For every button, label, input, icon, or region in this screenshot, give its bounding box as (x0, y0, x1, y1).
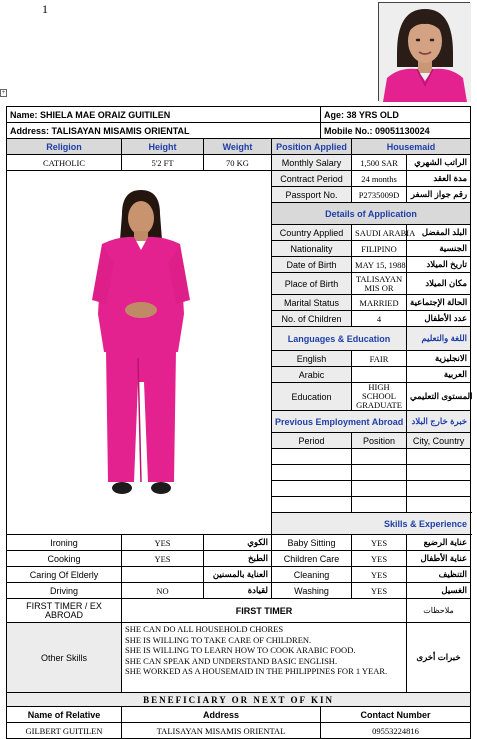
languages-title: Languages & Education (272, 327, 407, 351)
name-value: SHIELA MAE ORAIZ GUITILEN (40, 109, 171, 120)
language-arabic: العربية (407, 367, 471, 383)
beneficiary-col-address: Address (122, 707, 321, 723)
full-body-photo (7, 171, 272, 535)
contract-value: 24 months (352, 171, 407, 187)
details-arabic: عدد الأطفال (407, 311, 471, 327)
details-label: Date of Birth (272, 257, 352, 273)
weight-value: 70 KG (204, 155, 272, 171)
employment-empty-cell (352, 449, 407, 465)
address-label: Address: (10, 125, 50, 136)
contract-label: Passport No. (272, 187, 352, 203)
skill-label: Cooking (7, 551, 122, 567)
address-cell (7, 123, 321, 139)
skill-value (122, 567, 204, 583)
employment-empty-cell (352, 481, 407, 497)
employment-empty-cell (407, 465, 471, 481)
skill-arabic: عناية الأطفال (407, 551, 471, 567)
table-move-handle[interactable]: + (1, 90, 6, 96)
name-label: Name: (10, 109, 38, 120)
details-arabic: مكان الميلاد (407, 273, 471, 295)
employment-empty-cell (407, 497, 471, 513)
details-value: 4 (352, 311, 407, 327)
language-label: English (272, 351, 352, 367)
education-label: Education (272, 383, 352, 411)
employment-empty-cell (272, 497, 352, 513)
skill-label: Children Care (272, 551, 352, 567)
portrait-photo (378, 2, 470, 101)
skill-value: YES (352, 567, 407, 583)
mobile-value: 09051130024 (375, 125, 430, 136)
skill-arabic: التنظيف (407, 567, 471, 583)
details-label: Country Applied (272, 225, 352, 241)
skill-arabic: العناية بالمسنين (204, 567, 272, 583)
first-timer-label: FIRST TIMER / EX ABROAD (7, 599, 122, 623)
details-value: MARRIED (352, 295, 407, 311)
skill-value: YES (352, 551, 407, 567)
mobile-cell (321, 123, 471, 139)
details-value: FILIPINO (352, 241, 407, 257)
skill-label: Caring Of Elderly (7, 567, 122, 583)
contract-label: Monthly Salary (272, 155, 352, 171)
details-arabic: تاريخ الميلاد (407, 257, 471, 273)
skill-label: Driving (7, 583, 122, 599)
employment-empty-cell (272, 465, 352, 481)
skill-value: YES (352, 583, 407, 599)
first-timer-value: FIRST TIMER (122, 599, 407, 623)
details-label: Nationality (272, 241, 352, 257)
height-label: Height (122, 139, 204, 155)
address-value: TALISAYAN MISAMIS ORIENTAL (51, 125, 190, 136)
contract-label: Contract Period (272, 171, 352, 187)
skill-label: Ironing (7, 535, 122, 551)
language-value: FAIR (352, 351, 407, 367)
employment-empty-cell (407, 481, 471, 497)
other-skills-label: Other Skills (7, 623, 122, 693)
skill-arabic: لقيادة (204, 583, 272, 599)
mobile-label: Mobile No.: (324, 125, 373, 136)
religion-label: Religion (7, 139, 122, 155)
position-label: Position Applied (272, 139, 352, 155)
employment-empty-cell (272, 449, 352, 465)
details-value: SAUDI ARABIA (352, 225, 407, 241)
details-label: Marital Status (272, 295, 352, 311)
first-timer-arabic: ملاحظات (407, 599, 471, 623)
beneficiary-col-name: Name of Relative (7, 707, 122, 723)
employment-empty-cell (352, 497, 407, 513)
skill-label: Cleaning (272, 567, 352, 583)
age-cell (321, 107, 471, 123)
beneficiary-contact: 09553224816 (321, 723, 471, 739)
details-label: No. of Children (272, 311, 352, 327)
other-skills-arabic: خبرات أخرى (407, 623, 471, 693)
education-arabic: المستوى التعليمي (407, 383, 471, 411)
skill-value: NO (122, 583, 204, 599)
skill-value: YES (122, 535, 204, 551)
religion-value: CATHOLIC (7, 155, 122, 171)
position-value: Housemaid (352, 139, 471, 155)
details-label: Place of Birth (272, 273, 352, 295)
name-cell (7, 107, 321, 123)
contract-arabic: رقم جواز السفر (407, 187, 471, 203)
languages-title-arabic: اللغة والتعليم (407, 327, 471, 351)
contract-arabic: الراتب الشهري (407, 155, 471, 171)
other-skills-value: SHE CAN DO ALL HOUSEHOLD CHORES SHE IS WILLING TO TAKE CARE OF CHILDREN. SHE IS WILLING TO LEARN HOW TO COOK ARABIC FOOD. SHE CAN SPEAK AND UNDERSTAND BASIC ENGLISH. SHE WORKED AS A HOUSEMAID IN THE PHILIPPINES FOR 1 YEAR. (122, 623, 407, 693)
language-label: Arabic (272, 367, 352, 383)
skill-arabic: الكوي (204, 535, 272, 551)
application-form-table (6, 106, 471, 739)
employment-empty-cell (407, 449, 471, 465)
beneficiary-name: GILBERT GUITILEN (7, 723, 122, 739)
language-value (352, 367, 407, 383)
skill-arabic: الغسيل (407, 583, 471, 599)
employment-title-arabic: خبرة خارج البلاد (407, 411, 471, 433)
skill-arabic: الطبخ (204, 551, 272, 567)
height-value: 5'2 FT (122, 155, 204, 171)
employment-col-country: City, Country (407, 433, 471, 449)
details-arabic: الجنسية (407, 241, 471, 257)
language-arabic: الانجليزية (407, 351, 471, 367)
details-value: MAY 15, 1988 (352, 257, 407, 273)
employment-col-position: Position (352, 433, 407, 449)
page-number: 1 (42, 2, 48, 16)
details-value: TALISAYAN MIS OR (352, 273, 407, 295)
employment-empty-cell (352, 465, 407, 481)
skill-arabic: عناية الرضيع (407, 535, 471, 551)
employment-col-period: Period (272, 433, 352, 449)
age-label: Age: (324, 109, 345, 120)
skill-value: YES (122, 551, 204, 567)
contract-value: P2735009D (352, 187, 407, 203)
skills-title: Skills & Experience (272, 513, 471, 535)
education-value: HIGH SCHOOL GRADUATE (352, 383, 407, 411)
skill-value: YES (352, 535, 407, 551)
employment-title: Previous Employment Abroad (272, 411, 407, 433)
contract-value: 1,500 SAR (352, 155, 407, 171)
details-title: Details of Application (272, 203, 471, 225)
contract-arabic: مدة العقد (407, 171, 471, 187)
details-arabic: البلد المفضل (407, 225, 471, 241)
beneficiary-address: TALISAYAN MISAMIS ORIENTAL (122, 723, 321, 739)
beneficiary-col-contact: Contact Number (321, 707, 471, 723)
skill-label: Baby Sitting (272, 535, 352, 551)
age-value: 38 YRS OLD (346, 109, 399, 120)
details-arabic: الحالة الإجتماعية (407, 295, 471, 311)
employment-empty-cell (272, 481, 352, 497)
beneficiary-title: BENEFICIARY OR NEXT OF KIN (7, 693, 471, 707)
skill-label: Washing (272, 583, 352, 599)
weight-label: Weight (204, 139, 272, 155)
